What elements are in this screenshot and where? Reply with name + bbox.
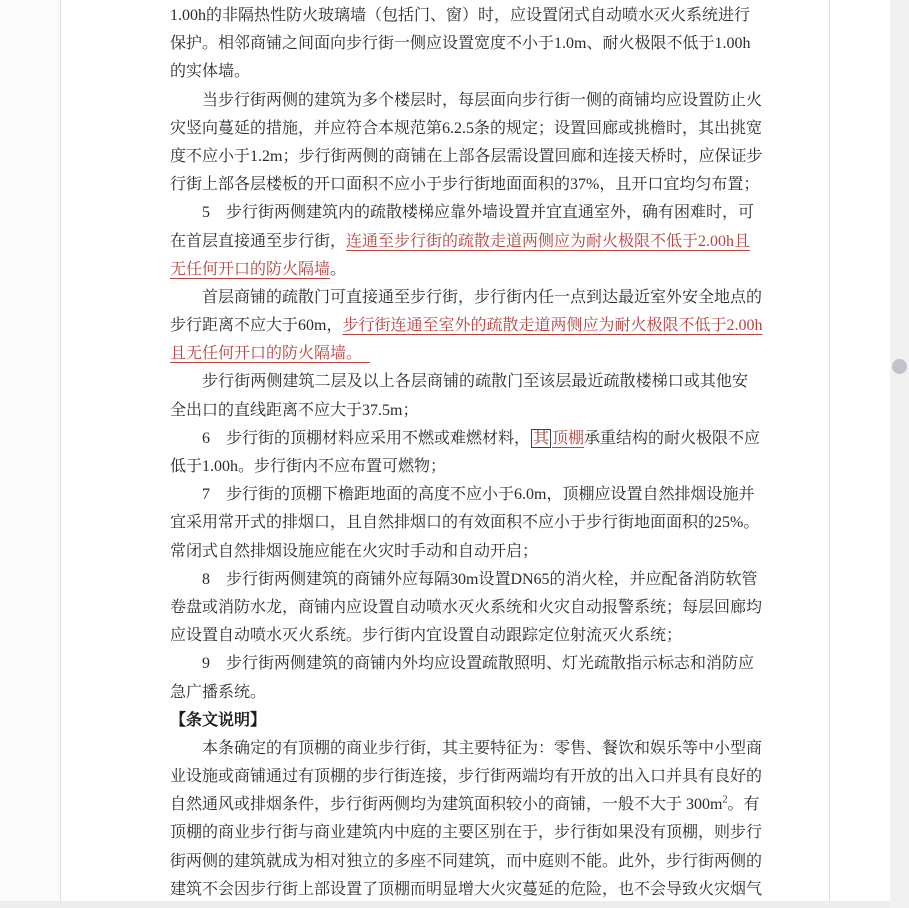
text-line (170, 622, 748, 650)
viewer-bottom-strip (0, 901, 890, 908)
inserted-text-run: 且无任何开口的防火隔墙。 (170, 345, 371, 363)
superscript-run: 2 (722, 794, 728, 806)
body-text-run: 宜采用常开式的排烟口，且自然排烟口的有效面积不应小于步行街地面面积的25%。 (170, 514, 760, 532)
scrollbar-thumb[interactable] (892, 359, 907, 374)
body-text-run: 步行街两侧建筑二层及以上各层商铺的疏散门至该层最近疏散楼梯口或其他安 (170, 373, 748, 391)
text-line (170, 115, 763, 143)
inserted-text-run: 无任何开口的防火隔墙 (170, 260, 331, 278)
text-line (170, 425, 761, 453)
text-line (170, 509, 760, 537)
scrollbar-track[interactable] (890, 0, 909, 908)
body-text-run: 在首层直接通至步行街， (170, 232, 347, 250)
text-line (170, 876, 763, 904)
body-text-run: 的实体墙。 (170, 63, 251, 81)
body-text-run: 7 步行街的顶棚下檐距地面的高度不应小于6.0m，顶棚应设置自然排烟设施并 (170, 486, 755, 504)
text-line (170, 171, 760, 199)
body-text-run: 全出口的直线距离不应大于37.5m； (170, 401, 419, 419)
body-text-run: 低于1.00h。步行街内不应布置可燃物； (170, 458, 447, 475)
text-line (170, 2, 751, 30)
body-text-run: 顶棚的商业步行街与商业建筑内中庭的主要区别在于，步行街如果没有顶棚，则步行 (170, 824, 763, 842)
text-line (170, 256, 748, 284)
text-line (170, 650, 755, 678)
section-heading-text: 【条文说明】 (170, 711, 267, 729)
text-line (170, 30, 751, 58)
text-line (170, 481, 755, 509)
text-line (170, 819, 763, 847)
text-line (170, 594, 763, 622)
text-line (170, 791, 760, 819)
body-text-run: 8 步行街两侧建筑的商铺外应每隔30m设置DN65的消火栓，并应配备消防软管 (170, 570, 758, 588)
text-line (170, 397, 748, 425)
body-text-run: 行街上部各层楼板的开口面积不应小于步行街地面面积的37%，且开口宜均匀布置； (170, 176, 760, 194)
text-line (170, 707, 748, 735)
inserted-text-run: 顶棚 (552, 429, 585, 447)
text-line (170, 228, 751, 256)
text-line (170, 312, 763, 340)
text-line (170, 87, 763, 115)
body-text-run: 5 步行街两侧建筑内的疏散楼梯应靠外墙设置并宜直通室外，确有困难时，可 (170, 204, 755, 222)
boxed-revision-char: 其 (533, 429, 550, 447)
body-text-run: 建筑不会因步行街上部设置了顶棚而明显增大火灾蔓延的危险，也不会导致火灾烟气 (170, 880, 763, 898)
body-text-run: 常闭式自然排烟设施应能在火灾时手动和自动开启； (170, 542, 539, 560)
text-line (170, 453, 748, 481)
body-text-run: 业设施或商铺通过有顶棚的步行街连接，步行街两端均有开放的出入口并具有良好的 (170, 768, 763, 786)
body-text-run: 灾竖向蔓延的措施，并应符合本规范第6.2.5条的规定；设置回廊或挑檐时，其出挑宽 (170, 119, 763, 137)
text-line (170, 538, 748, 566)
text-line (170, 763, 763, 791)
text-line (170, 199, 755, 227)
text-line (170, 340, 748, 368)
text-line (170, 566, 758, 594)
inserted-text-run: 连通至步行街的疏散走道两侧应为耐火极限不低于2.00h且 (346, 232, 751, 250)
text-line (170, 735, 763, 763)
body-text-run: 步行距离不应大于60m， (170, 317, 343, 335)
body-text-run: 保护。相邻商铺之间面向步行街一侧应设置宽度不小于1.0m、耐火极限不低于1.00h (170, 35, 751, 53)
body-text-run: 1.00h的非隔热性防火玻璃墙（包括门、窗）时，应设置闭式自动喷水灭火系统进行 (170, 7, 751, 24)
body-text-run: 9 步行街两侧建筑的商铺内外均应设置疏散照明、灯光疏散指示标志和消防应 (170, 655, 755, 673)
document-text-content (170, 2, 763, 904)
viewer-left-margin (0, 0, 61, 908)
body-text-run: 本条确定的有顶棚的商业步行街，其主要特征为：零售、餐饮和娱乐等中小型商 (170, 739, 763, 757)
body-text-run: 卷盘或消防水龙，商铺内应设置自动喷水灭火系统和火灾自动报警系统；每层回廊均 (170, 598, 763, 616)
body-text-run: 自然通风或排烟条件，步行街两侧均为建筑面积较小的商铺，一般不大于 300m (170, 796, 723, 814)
body-text-run: 度不应小于1.2m；步行街两侧的商铺在上部各层需设置回廊和连接天桥时，应保证步 (170, 147, 763, 165)
body-text-run: 街两侧的建筑就成为相对独立的多座不同建筑，而中庭则不能。此外，步行街两侧的 (170, 852, 763, 870)
body-text-run: 。 (330, 260, 347, 278)
text-line (170, 368, 748, 396)
body-text-run: 。有 (727, 796, 760, 814)
inserted-text-run: 步行街连通至室外的疏散走道两侧应为耐火极限不低于2.00h (342, 317, 763, 335)
body-text-run: 急广播系统。 (170, 683, 267, 701)
text-line (170, 848, 763, 876)
text-line (170, 143, 763, 171)
body-text-run: 承重结构的耐火极限不应 (584, 429, 761, 447)
body-text-run: 应设置自动喷水灭火系统。步行街内宜设置自动跟踪定位射流灭火系统； (170, 627, 683, 645)
document-page (61, 0, 830, 901)
body-text-run: 当步行街两侧的建筑为多个楼层时，每层面向步行街一侧的商铺均应设置防止火 (170, 91, 763, 109)
body-text-run: 首层商铺的疏散门可直接通至步行街，步行街内任一点到达最近室外安全地点的 (170, 288, 763, 306)
body-text-run: 6 步行街的顶棚材料应采用不燃或难燃材料， (170, 429, 531, 447)
text-line (170, 58, 748, 86)
text-line (170, 284, 763, 312)
text-line (170, 679, 748, 707)
